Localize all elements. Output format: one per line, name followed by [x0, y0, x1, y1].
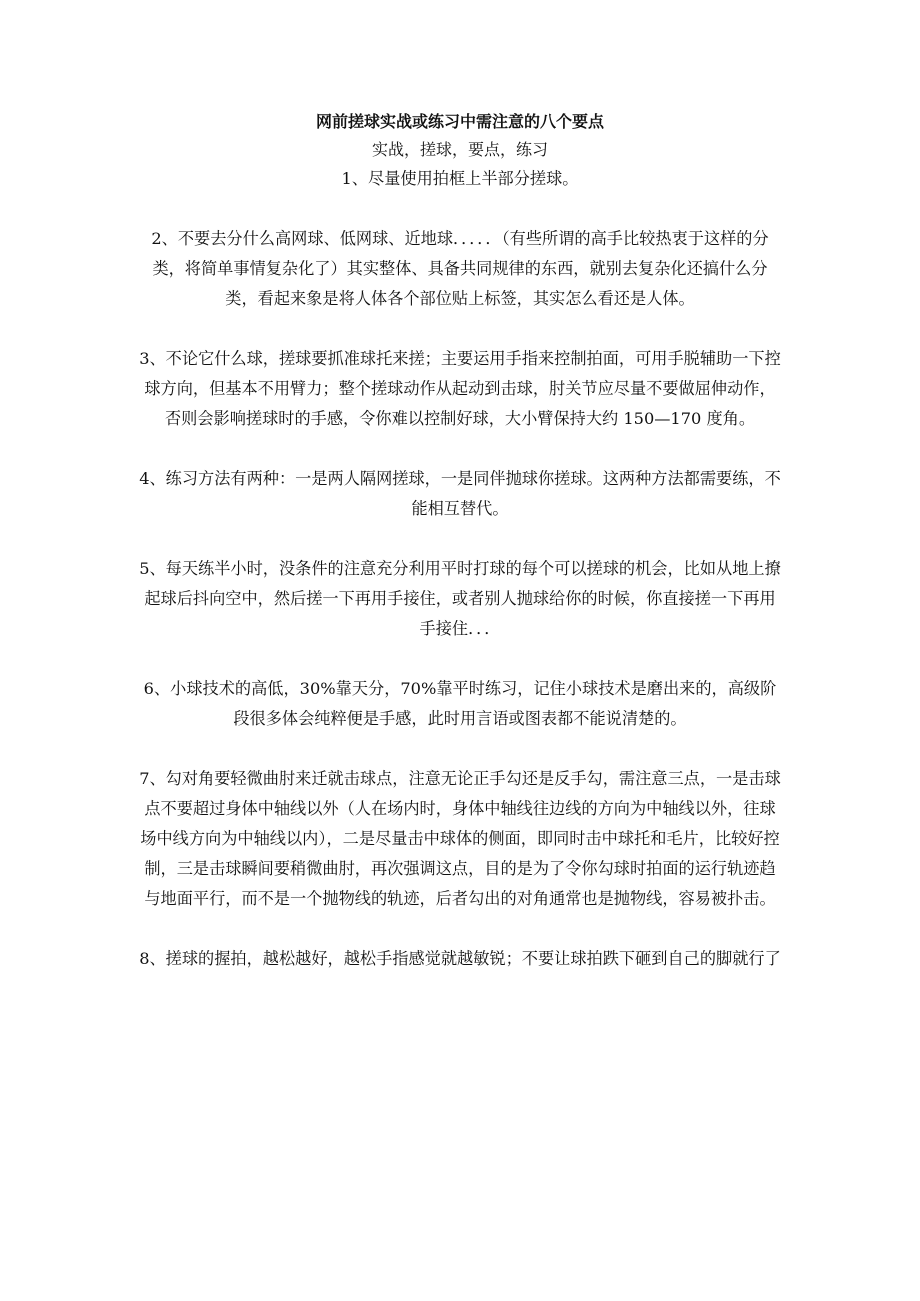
- point-8: 8、搓球的握拍，越松越好，越松手指感觉就越敏锐；不要让球拍跌下砸到自己的脚就行了: [139, 949, 781, 968]
- point-1: 1、尽量使用拍框上半部分搓球。: [341, 169, 579, 188]
- point-5: 5、每天练半小时，没条件的注意充分利用平时打球的每个可以搓球的机会，比如从地上撩起球后抖向空中，然后搓一下再用手接住，或者别人抛球给你的时候，你直接搓一下再用手接住．．．: [139, 559, 781, 638]
- point-3: 3、不论它什么球，搓球要抓准球托来搓；主要运用手指来控制拍面，可用手脱辅助一下控球方向，但基本不用臂力；整个搓球动作从起动到击球，肘关节应尽量不要做屈伸动作，否则会影响搓球时的手感，令你难以控制好球，大小臂保持大约 150—170 度角。: [139, 349, 781, 428]
- document-keywords: 实战，搓球，要点，练习: [371, 140, 548, 159]
- point-7: 7、勾对角要轻微曲肘来迁就击球点，注意无论正手勾还是反手勾，需注意三点，一是击球点不要超过身体中轴线以外（人在场内时，身体中轴线往边线的方向为中轴线以外，往球场中线方向为中轴线以内），二是尽量击中球体的侧面，即同时击中球托和毛片，比较好控制，三是击球瞬间要稍微曲肘，再次强调这点，目的是为了令你勾球时拍面的运行轨迹趋与地面平行，而不是一个抛物线的轨迹，后者勾出的对角通常也是抛物线，容易被扑击。: [139, 769, 781, 908]
- point-4: 4、练习方法有两种：一是两人隔网搓球，一是同伴抛球你搓球。这两种方法都需要练，不能相互替代。: [139, 469, 781, 518]
- point-2: 2、不要去分什么高网球、低网球、近地球．．．．．（有些所谓的高手比较热衷于这样的分类，将简单事情复杂化了）其实整体、具备共同规律的东西，就别去复杂化还搞什么分类，看起来象是将人体各个部位贴上标签，其实怎么看还是人体。: [151, 229, 769, 308]
- document-body: [138, 108, 782, 1004]
- point-6: 6、小球技术的高低，30%靠天分，70%靠平时练习，记住小球技术是磨出来的，高级阶段很多体会纯粹便是手感，此时用言语或图表都不能说清楚的。: [143, 679, 777, 728]
- document-title: 网前搓球实战或练习中需注意的八个要点: [315, 112, 604, 131]
